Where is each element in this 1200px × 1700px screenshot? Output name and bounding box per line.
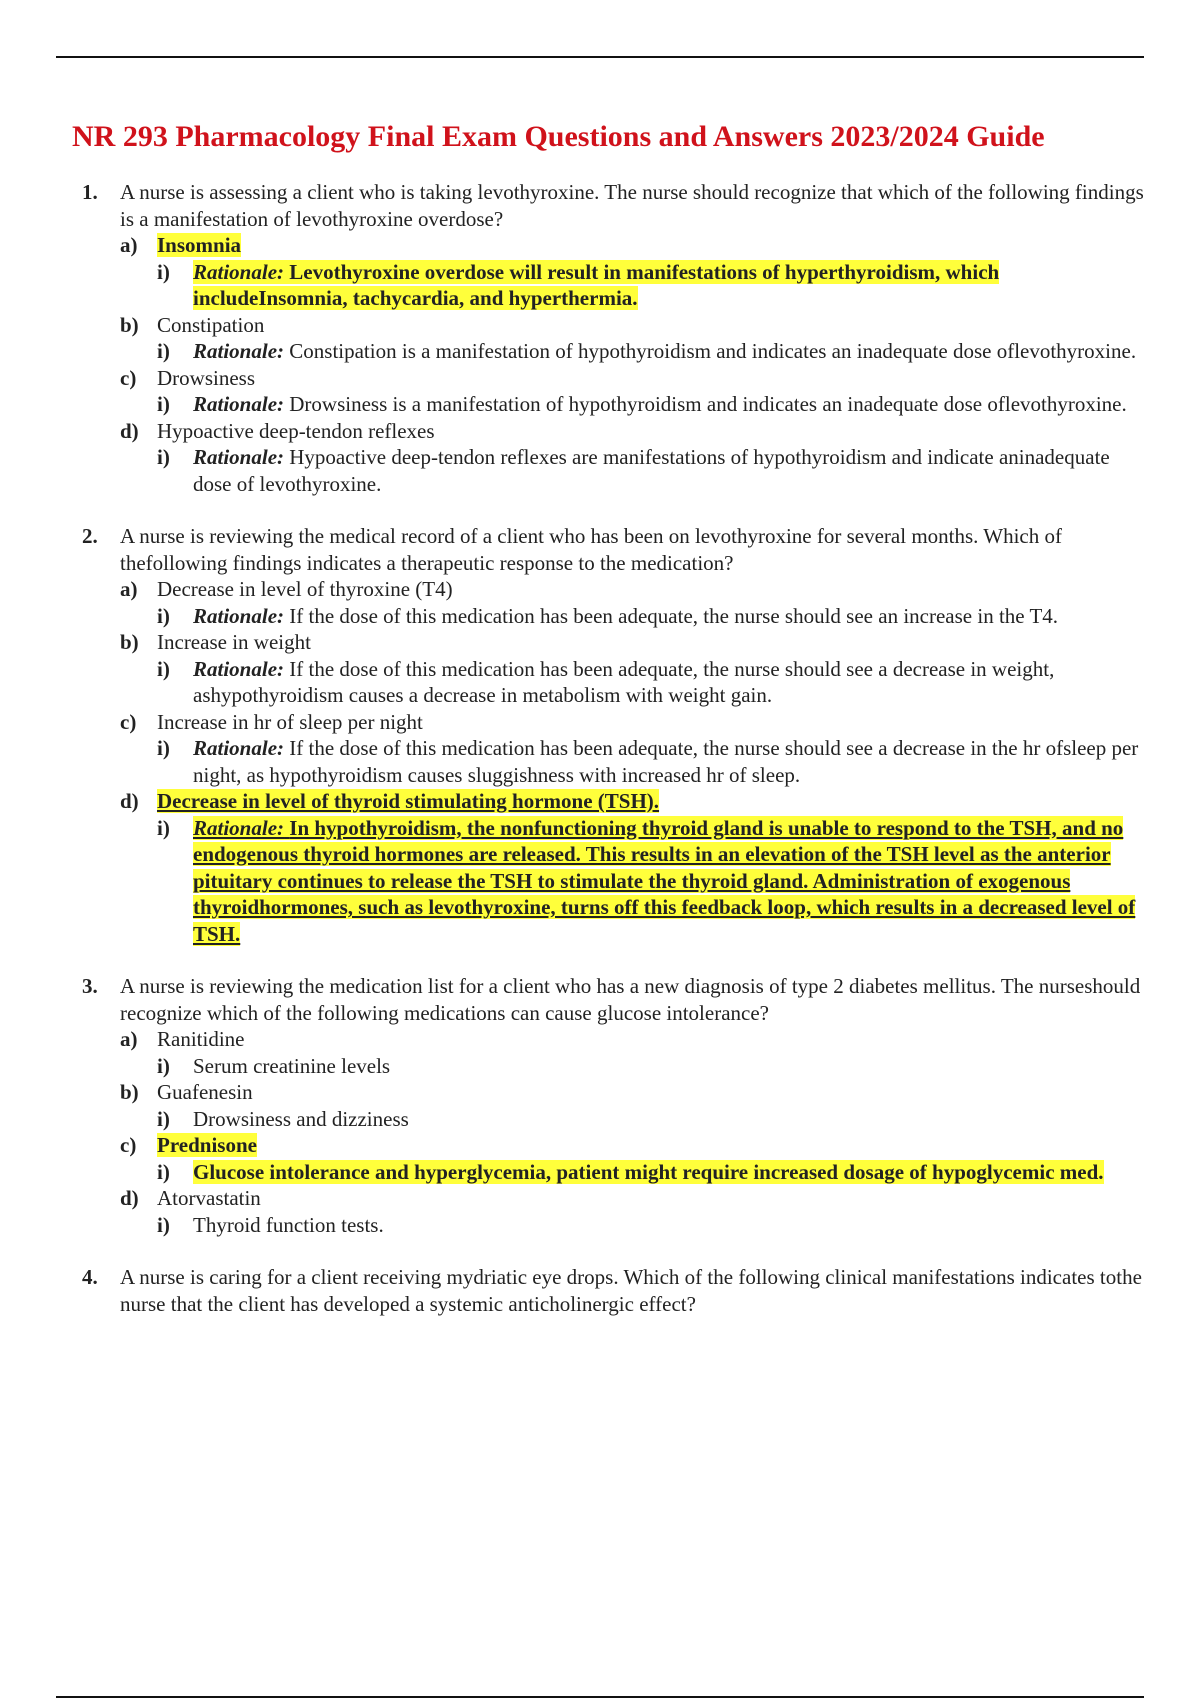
rationale-label: Rationale: [193, 392, 285, 416]
option-text: Drowsiness [157, 365, 255, 390]
option-a [120, 1026, 1150, 1079]
option-b [120, 629, 1150, 709]
option-text-correct: Insomnia [157, 233, 242, 257]
option-text: Increase in hr of sleep per night [157, 709, 423, 734]
option-d [120, 788, 1150, 947]
option-c [120, 709, 1150, 789]
question-stem: A nurse is assessing a client who is taking levothyroxine. The nurse should recognize that which of the following findings is a manifestation of levothyroxine overdose? [120, 180, 1144, 231]
rationale-marker: i) [157, 736, 170, 760]
option-text: Guafenesin [157, 1080, 253, 1104]
question-list [82, 179, 1150, 1343]
rationale-text: If the dose of this medication has been adequate, the nurse should see a decrease in the hr ofsleep per night, as hypothyroidism causes sluggishness with increased hr of sleep. [193, 736, 1139, 787]
rationale-marker: i) [157, 1106, 170, 1131]
rationale [157, 1053, 1150, 1080]
option-text: Hypoactive deep-tendon reflexes [157, 418, 435, 443]
rationale-marker: i) [157, 392, 170, 416]
option-a [120, 232, 1150, 312]
rationale-label: Rationale: [193, 339, 285, 363]
option-letter: c) [120, 1133, 137, 1157]
rationale [157, 1159, 1150, 1186]
top-rule [56, 56, 1144, 58]
bottom-rule [56, 1696, 1144, 1698]
option-letter: b) [120, 1080, 139, 1104]
option-letter: d) [120, 418, 139, 443]
rationale-marker: i) [157, 1159, 170, 1184]
rationale-text: Drowsiness is a manifestation of hypothyroidism and indicates an inadequate dose oflevothyroxine. [289, 392, 1127, 416]
rationale-marker: i) [157, 815, 170, 840]
rationale-label: Rationale: [193, 445, 285, 469]
rationale [157, 338, 1150, 365]
option-d [120, 418, 1150, 498]
option-letter: d) [120, 789, 139, 813]
rationale-label: Rationale: [193, 815, 285, 840]
option-c [120, 1132, 1150, 1185]
question-number: 4. [82, 1265, 98, 1289]
option-text-correct: Prednisone [157, 1133, 257, 1157]
rationale-text: In hypothyroidism, the nonfunctioning thyroid gland is unable to respond to the TSH, and no endogenous thyroid hormones are released. This results in an elevation of the TSH level as the anterior pituitary continues to release the TSH to stimulate the thyroid gland. Administration of exogenous thyroidhormones, such as levothyroxine, turns off this feedback loop, which results in a decreased level of TSH. [193, 815, 1136, 946]
question-4 [82, 1264, 1150, 1317]
option-text: Increase in weight [157, 630, 311, 654]
rationale-label: Rationale: [193, 259, 285, 284]
rationale-marker: i) [157, 339, 170, 363]
rationale [157, 603, 1150, 630]
question-stem: A nurse is reviewing the medical record of a client who has been on levothyroxine for several months. Which of thefollowing findings indicates a therapeutic response to the medication? [120, 524, 1062, 575]
option-letter: a) [120, 233, 138, 257]
option-letter: b) [120, 630, 139, 654]
question-number: 3. [82, 974, 98, 998]
option-letter: c) [120, 709, 137, 734]
option-letter: b) [120, 312, 139, 337]
option-letter: c) [120, 365, 137, 390]
rationale-marker: i) [157, 656, 170, 681]
rationale-label: Rationale: [193, 656, 285, 681]
question-3 [82, 973, 1150, 1238]
question-stem: A nurse is caring for a client receiving mydriatic eye drops. Which of the following clinical manifestations indicates tothe nurse that the client has developed a systemic anticholinergic effect? [120, 1265, 1142, 1316]
option-b [120, 1079, 1150, 1132]
option-d [120, 1185, 1150, 1238]
option-letter: a) [120, 577, 138, 601]
question-number: 2. [82, 524, 98, 548]
rationale-marker: i) [157, 1212, 170, 1237]
rationale-text: If the dose of this medication has been adequate, the nurse should see an increase in the T4. [289, 603, 1059, 628]
option-text: Constipation [157, 312, 265, 337]
option-a [120, 576, 1150, 629]
rationale-marker: i) [157, 1053, 170, 1078]
rationale-text: Serum creatinine levels [193, 1053, 391, 1078]
rationale [157, 735, 1150, 788]
option-text-correct: Decrease in level of thyroid stimulating hormone (TSH). [157, 789, 660, 813]
option-letter: a) [120, 1027, 138, 1051]
rationale [157, 1106, 1150, 1133]
rationale [157, 815, 1150, 948]
option-text: Ranitidine [157, 1027, 245, 1051]
rationale [157, 1212, 1150, 1239]
rationale-marker: i) [157, 603, 170, 628]
rationale-marker: i) [157, 445, 170, 469]
rationale-label: Rationale: [193, 736, 285, 760]
rationale-text: Hypoactive deep-tendon reflexes are manifestations of hypothyroidism and indicate aninadequate dose of levothyroxine. [193, 445, 1110, 496]
rationale-text: If the dose of this medication has been adequate, the nurse should see a decrease in weight, ashypothyroidism causes a decrease in metabolism with weight gain. [193, 656, 1055, 707]
question-2 [82, 523, 1150, 947]
rationale-marker: i) [157, 259, 170, 284]
rationale-text: Thyroid function tests. [193, 1212, 384, 1237]
option-c [120, 365, 1150, 418]
document-title: NR 293 Pharmacology Final Exam Questions and Answers 2023/2024 Guide [72, 120, 1045, 153]
option-text: Atorvastatin [157, 1186, 261, 1210]
rationale [157, 259, 1150, 312]
rationale [157, 656, 1150, 709]
rationale [157, 391, 1150, 418]
rationale-text: Constipation is a manifestation of hypothyroidism and indicates an inadequate dose oflevothyroxine. [289, 339, 1137, 363]
rationale-text: Levothyroxine overdose will result in manifestations of hyperthyroidism, which includeInsomnia, tachycardia, and hyperthermia. [193, 259, 1000, 310]
question-number: 1. [82, 180, 98, 204]
option-b [120, 312, 1150, 365]
question-1 [82, 179, 1150, 497]
option-letter: d) [120, 1186, 139, 1210]
rationale [157, 444, 1150, 497]
option-text: Decrease in level of thyroxine (T4) [157, 577, 453, 601]
question-stem: A nurse is reviewing the medication list for a client who has a new diagnosis of type 2 diabetes mellitus. The nurseshould recognize which of the following medications can cause glucose intolerance? [120, 974, 1141, 1025]
rationale-label: Rationale: [193, 603, 285, 628]
rationale-text: Drowsiness and dizziness [193, 1106, 409, 1131]
rationale-text: Glucose intolerance and hyperglycemia, patient might require increased dosage of hypoglycemic med. [193, 1159, 1104, 1184]
